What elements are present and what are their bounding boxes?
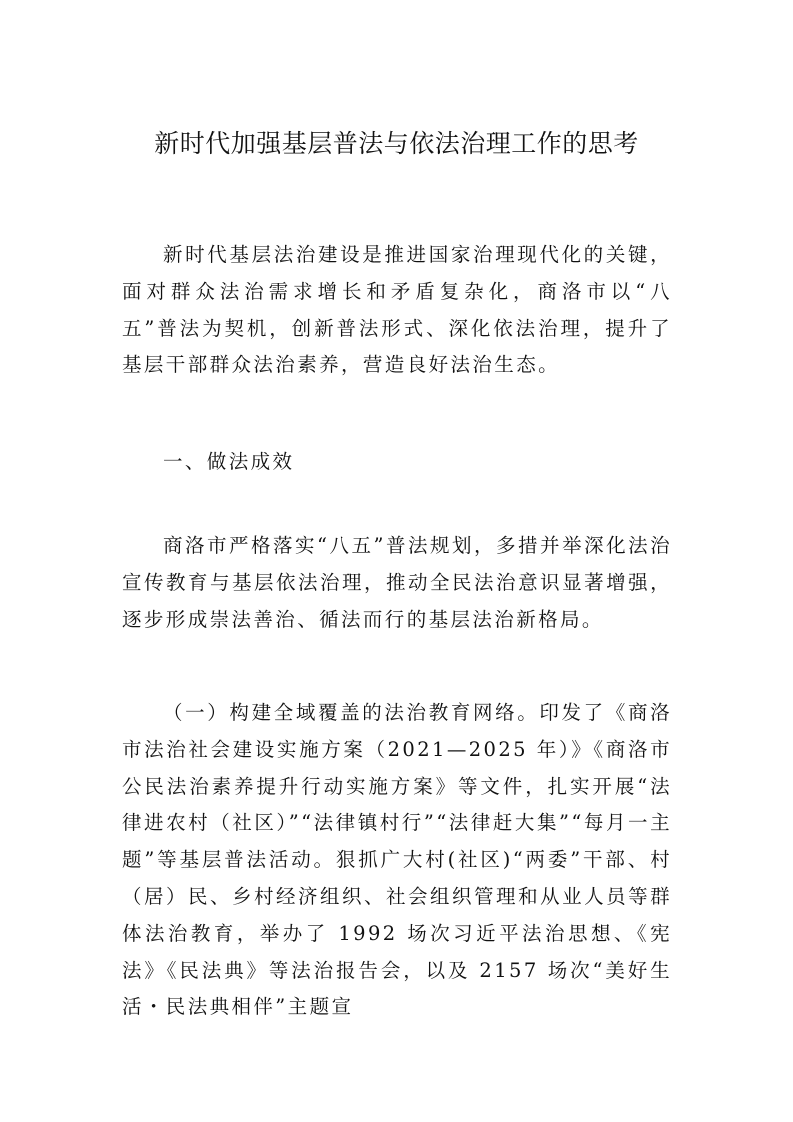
intro-paragraph: 新时代基层法治建设是推进国家治理现代化的关键，面对群众法治需求增长和矛盾复杂化，商洛市以“八五”普法为契机，创新普法形式、深化依法治理，提升了基层干部群众法治素养，营造良好法治生态。 (122, 243, 672, 377)
document-title: 新时代加强基层普法与依法治理工作的思考 (154, 129, 639, 158)
subsection-paragraph: （一）构建全域覆盖的法治教育网络。印发了《商洛市法治社会建设实施方案（2021—2025 年）》《商洛市公民法治素养提升行动实施方案》等文件，扎实开展“法律进农村（社区）”“法律镇村行”“法律赶大集”“每月一主题”等基层普法活动。狠抓广大村(社区)“两委”干部、村（居）民、乡村经济组织、社会组织管理和从业人员等群体法治教育，举办了 1992 场次习近平法治思想、《宪法》《民法典》等法治报告会，以及 2157 场次“美好生活・民法典相伴”主题宣 (122, 701, 672, 1019)
section-heading: 一、做法成效 (163, 450, 295, 473)
section-intro-paragraph: 商洛市严格落实“八五”普法规划，多措并举深化法治宣传教育与基层依法治理，推动全民法治意识显著增强，逐步形成崇法善治、循法而行的基层法治新格局。 (122, 534, 672, 631)
